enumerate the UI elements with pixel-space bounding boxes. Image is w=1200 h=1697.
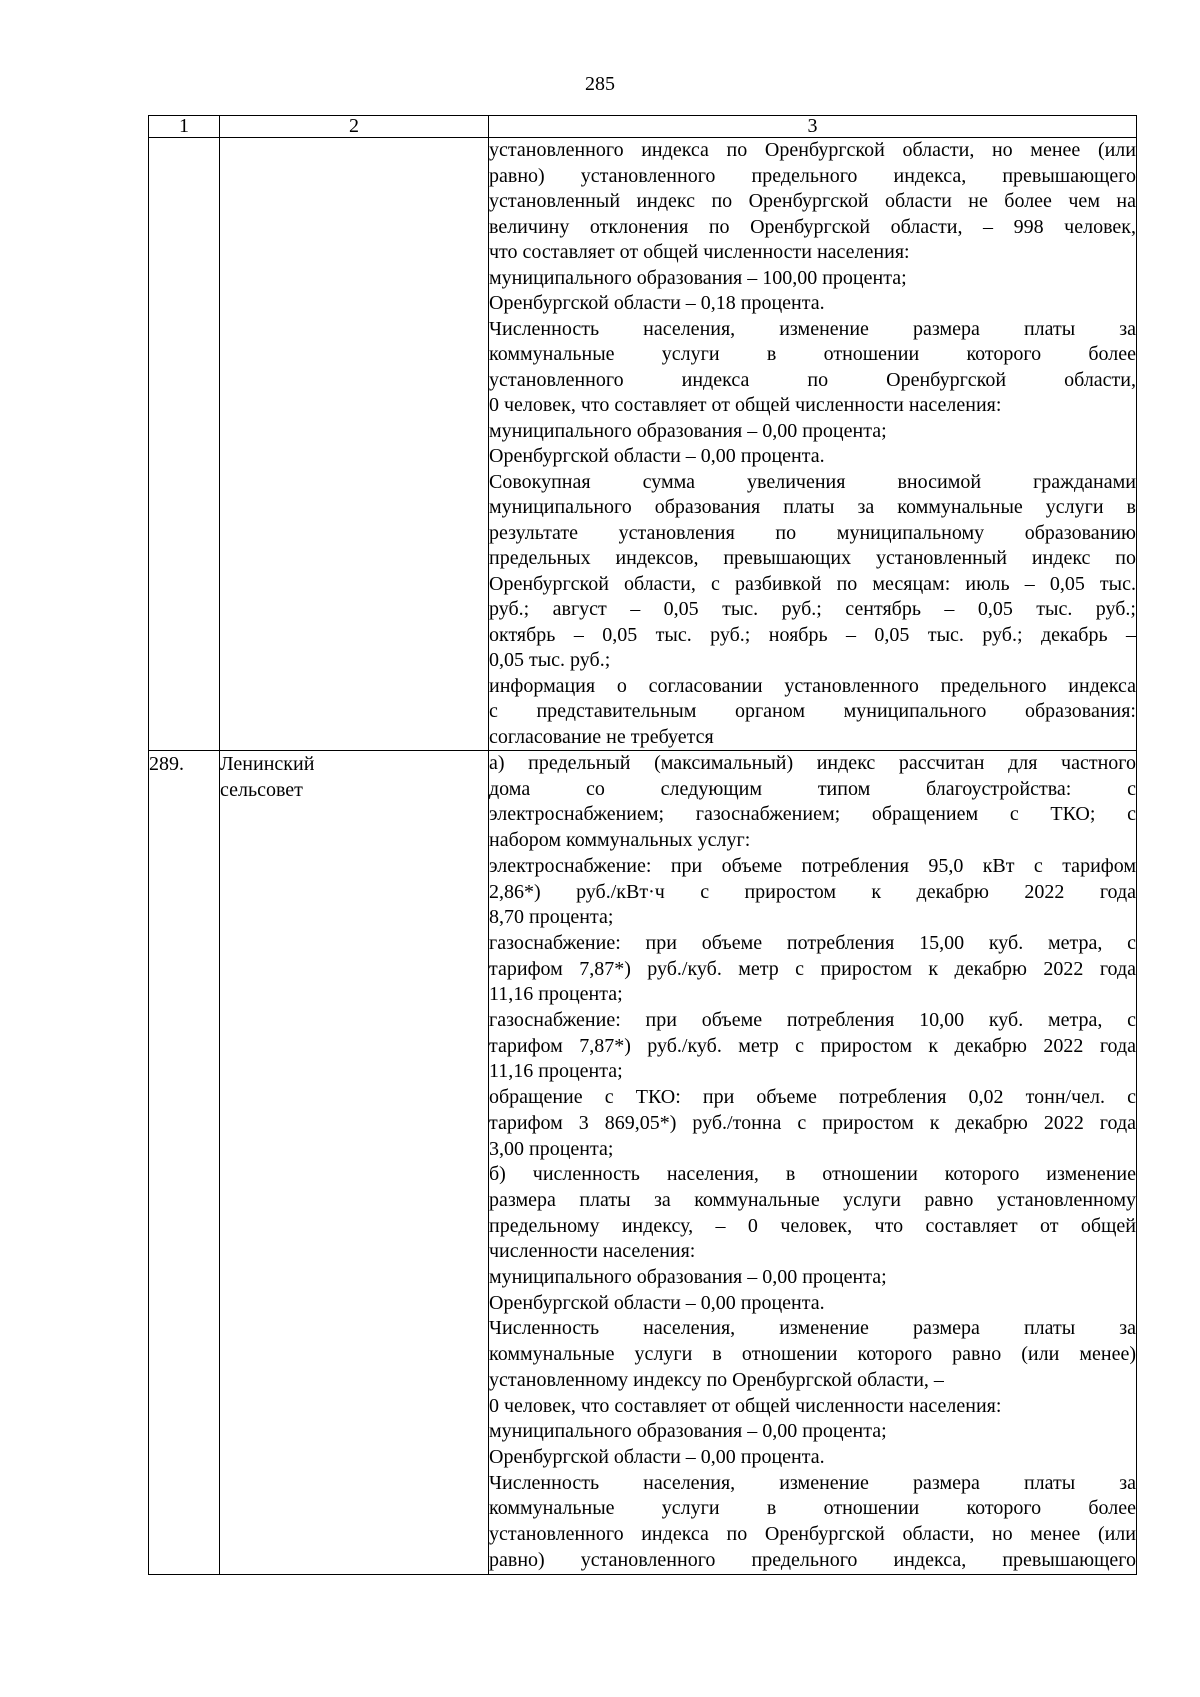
text-line: Оренбургской области – 0,00 процента. <box>489 1291 825 1314</box>
column-header-1: 1 <box>149 116 220 138</box>
text-line: тарифом 7,87*) руб./куб. метр с приростом к декабрю 2022 года <box>489 957 1136 980</box>
text-line: дома со следующим типом благоустройства: с <box>489 777 1136 800</box>
text-line: Оренбургской области – 0,18 процента. <box>489 292 825 314</box>
text-line: тарифом 3 869,05*) руб./тонна с приростом к декабрю 2022 года <box>489 1111 1136 1134</box>
text-line: что составляет от общей численности населения: <box>489 241 910 263</box>
text-line: 0,05 тыс. руб.; <box>489 649 611 671</box>
text-line: газоснабжение: при объеме потребления 10,00 куб. метра, с <box>489 1009 1136 1032</box>
row-content <box>489 751 1137 1575</box>
text-line: Оренбургской области – 0,00 процента. <box>489 445 825 467</box>
text-line: а) предельный (максимальный) индекс рассчитан для частного <box>489 752 1136 774</box>
text-line: Совокупная сумма увеличения вносимой гражданами <box>489 470 1136 493</box>
text-line: руб.; август – 0,05 тыс. руб.; сентябрь – 0,05 тыс. руб.; <box>489 598 1136 620</box>
row-content <box>489 138 1137 751</box>
text-line: набором коммунальных услуг: <box>489 829 751 852</box>
text-line: газоснабжение: при объеме потребления 15,00 куб. метра, с <box>489 931 1136 954</box>
text-line: муниципального образования – 0,00 процента; <box>489 1266 887 1289</box>
table-header-row <box>149 116 1137 138</box>
row-name <box>220 751 489 1575</box>
text-line: Оренбургской области – 0,00 процента. <box>489 1445 825 1468</box>
text-line: установленного индекса по Оренбургской области, <box>489 368 1136 391</box>
text-line: 8,70 процента; <box>489 906 614 929</box>
text-line: численности населения: <box>489 1240 696 1263</box>
name-line: сельсовет <box>220 779 303 801</box>
text-line: Оренбургской области, с разбивкой по месяцам: июль – 0,05 тыс. <box>489 572 1136 595</box>
page-number: 285 <box>585 73 615 95</box>
text-line: муниципального образования – 100,00 процента; <box>489 266 907 289</box>
text-line: коммунальные услуги в отношении которого более <box>489 343 1136 365</box>
table-row <box>149 751 1137 1575</box>
text-line: установленного индекса по Оренбургской области, но менее (или <box>489 139 1136 161</box>
text-line: муниципального образования – 0,00 процента; <box>489 1420 887 1443</box>
text-line: 0 человек, что составляет от общей численности населения: <box>489 1394 1002 1417</box>
column-header-2: 2 <box>220 116 489 138</box>
table-row <box>149 138 1137 751</box>
text-line: 11,16 процента; <box>489 983 623 1006</box>
text-line: согласование не требуется <box>489 725 714 748</box>
text-line: 3,00 процента; <box>489 1137 614 1160</box>
text-line: информация о согласовании установленного предельного индекса <box>489 674 1136 697</box>
text-line: Численность населения, изменение размера платы за <box>489 317 1136 340</box>
data-table <box>148 115 1137 1575</box>
text-line: предельных индексов, превышающих установленный индекс по <box>489 547 1136 569</box>
text-line: 0 человек, что составляет от общей численности населения: <box>489 394 1002 416</box>
text-line: величину отклонения по Оренбургской области, – 998 человек, <box>489 215 1136 238</box>
text-line: равно) установленного предельного индекса, превышающего <box>489 1548 1136 1571</box>
text-line: предельному индексу, – 0 человек, что составляет от общей <box>489 1214 1136 1237</box>
text-line: Численность населения, изменение размера платы за <box>489 1471 1136 1494</box>
text-line: с представительным органом муниципального образования: <box>489 700 1136 722</box>
text-line: обращение с ТКО: при объеме потребления 0,02 тонн/чел. с <box>489 1086 1136 1109</box>
row-name <box>220 138 489 751</box>
text-line: электроснабжение: при объеме потребления 95,0 кВт с тарифом <box>489 854 1136 877</box>
text-line: 2,86*) руб./кВт·ч с приростом к декабрю 2022 года <box>489 880 1136 903</box>
text-line: муниципального образования платы за коммунальные услуги в <box>489 496 1136 518</box>
text-line: результате установления по муниципальному образованию <box>489 521 1136 544</box>
text-line: коммунальные услуги в отношении которого более <box>489 1497 1136 1520</box>
text-line: установленного индекса по Оренбургской области, но менее (или <box>489 1523 1136 1546</box>
row-number: 289. <box>149 751 220 1575</box>
text-line: б) численность населения, в отношении которого изменение <box>489 1163 1136 1186</box>
column-header-3: 3 <box>489 116 1137 138</box>
row-number <box>149 138 220 751</box>
text-line: 11,16 процента; <box>489 1060 623 1083</box>
text-line: муниципального образования – 0,00 процента; <box>489 419 887 442</box>
text-line: тарифом 7,87*) руб./куб. метр с приростом к декабрю 2022 года <box>489 1034 1136 1057</box>
text-line: установленный индекс по Оренбургской области не более чем на <box>489 190 1136 212</box>
text-line: равно) установленного предельного индекса, превышающего <box>489 164 1136 187</box>
text-line: установленному индексу по Оренбургской области, – <box>489 1368 944 1391</box>
name-line: Ленинский <box>220 753 315 775</box>
text-line: коммунальные услуги в отношении которого равно (или менее) <box>489 1343 1136 1366</box>
text-line: Численность населения, изменение размера платы за <box>489 1317 1136 1340</box>
text-line: электроснабжением; газоснабжением; обращением с ТКО; с <box>489 803 1136 826</box>
text-line: октябрь – 0,05 тыс. руб.; ноябрь – 0,05 тыс. руб.; декабрь – <box>489 623 1136 646</box>
text-line: размера платы за коммунальные услуги равно установленному <box>489 1188 1136 1211</box>
